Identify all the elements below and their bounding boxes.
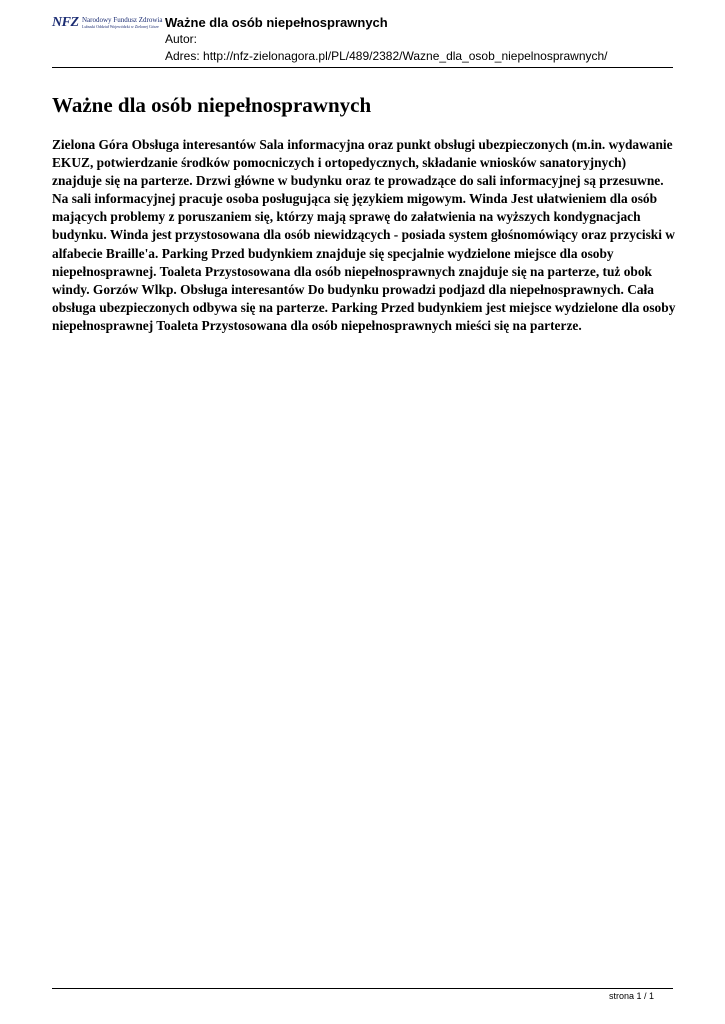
header-title: Ważne dla osób niepełnosprawnych	[165, 15, 388, 30]
header-author: Autor:	[165, 32, 198, 46]
header-info	[165, 14, 608, 65]
page-header	[52, 14, 673, 68]
logo-mark: NFZ	[52, 15, 79, 30]
nfz-logo	[52, 15, 163, 34]
article-body: Zielona Góra Obsługa interesantów Sala informacyjna oraz punkt obsługi ubezpieczonych (m.in. wydawanie EKUZ, potwierdzanie środków pomocniczych i ortopedycznych, składanie wniosków sanatoryjnych) znajduje się na parterze. Drzwi główne w budynku oraz te prowadzące do sali informacyjnej są przesuwne. Na sali informacyjnej pracuje osoba posługująca się językiem migowym. Winda Jest ułatwieniem dla osób mających problemy z poruszaniem się, którzy mają sprawę do załatwienia na wyższych kondygnacjach budynku. Winda jest przystosowana dla osób niewidzących - posiada system głośnomówiący oraz przyciski w alfabecie Braille'a. Parking Przed budynkiem znajduje się specjalnie wydzielone miejsce dla osoby niepełnosprawnej. Toaleta Przystosowana dla osób niepełnosprawnych znajduje się na parterze, tuż obok windy. Gorzów Wlkp. Obsługa interesantów Do budynku prowadzi podjazd dla niepełnosprawnych. Cała obsługa ubezpieczonych odbywa się na parterze. Parking Przed budynkiem jest miejsce wydzielone dla osoby niepełnosprawnej Toaleta Przystosowana dla osób niepełnosprawnych mieści się na parterze.	[52, 137, 676, 333]
logo-line-1: Narodowy Fundusz Zdrowia	[82, 16, 163, 24]
logo-text	[82, 17, 163, 30]
header-address: Adres: http://nfz-zielonagora.pl/PL/489/2382/Wazne_dla_osob_niepelnosprawnych/	[165, 49, 608, 63]
page-title: Ważne dla osób niepełnosprawnych	[52, 93, 372, 117]
page-footer	[52, 988, 673, 1003]
page-number: strona 1 / 1	[608, 991, 654, 1001]
logo-line-2: Lubuski Oddział Wojewódzki w Zielonej Górze	[82, 24, 159, 29]
